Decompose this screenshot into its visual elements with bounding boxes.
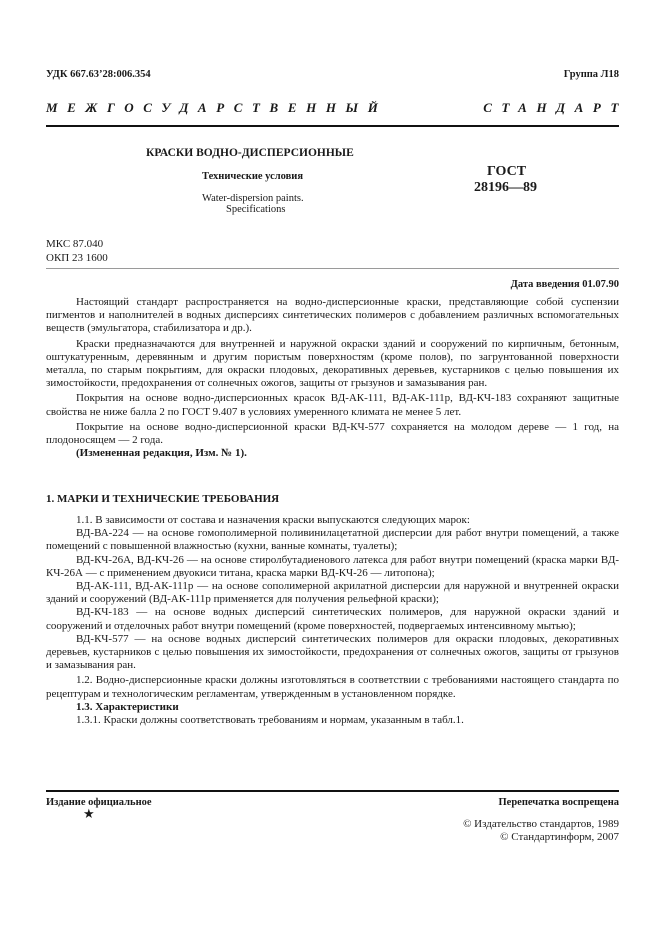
banner-rule [46,125,619,127]
footer-rule [46,790,619,792]
codes-rule [46,268,619,269]
udk-code: УДК 667.63’28:006.354 [46,69,151,80]
section-1-heading: 1. МАРКИ И ТЕХНИЧЕСКИЕ ТРЕБОВАНИЯ [46,493,280,505]
banner-left: МЕЖГОСУДАРСТВЕННЫЙ [46,100,388,115]
intro-date: Дата введения 01.07.90 [510,279,619,290]
gost-label: ГОСТ [487,164,527,179]
clause-1-3-1: 1.3.1. Краски должны соответствовать требованиям и нормам, указанным в табл.1. [76,714,464,727]
grade-vd-va-224: ВД-ВА-224 — на основе гомополимерной поливинилацетатной дисперсии для работ внутри помещений, а также помещений с повышенной влажностью (кухни, ванные комнаты, туалеты); [46,527,619,553]
copyright-2007: © Стандартинформ, 2007 [500,831,619,843]
document-subtitle: Технические условия [202,171,304,182]
gost-number: 28196—89 [474,180,537,195]
grade-vd-kch-183: ВД-КЧ-183 — на основе водных дисперсий синтетических полимеров, для наружной окраски зданий и сооружений и отделочных работ внутри помещений (кроме поверхностей, подвергаемых интенсивному мытью); [46,606,619,632]
clause-1-2: 1.2. Водно-дисперсионные краски должны изготовляться в соответствии с требованиями настоящего стандарта по рецептурам и технологическим регламентам, утвержденным в установленном порядке. [46,674,619,700]
document-title: КРАСКИ ВОДНО-ДИСПЕРСИОННЫЕ [146,147,354,159]
intro-paragraph-purpose: Краски предназначаются для внутренней и наружной окраски зданий и сооружений по кирпичным, бетонным, оштукатуренным, деревянным и другим пористым поверхностям (кроме полов), по загрунтованной поверхности металла, по старым покрытиям, для окраски плодовых, декоративных деревьев, кустарников с целью повышения их зимостойкости, предохранения от солнечных ожогов, защиты от грызунов и замазывания ран. [46,337,619,390]
english-title-line1: Water-dispersion paints. [202,193,304,204]
clause-1-1: 1.1. В зависимости от состава и назначения краски выпускаются следующих марок: [76,514,470,526]
mks-code: МКС 87.040 [46,238,104,250]
english-title-line2: Specifications [226,204,286,215]
official-edition: Издание официальное [46,797,152,808]
introduction [46,296,619,460]
intro-paragraph-kch577: Покрытие на основе водно-дисперсионной краски ВД-КЧ-577 сохраняется на молодом дереве — 1 год, на плодоносящем — 2 года. [46,420,619,447]
clause-1-3-heading: 1.3. Характеристики [76,700,179,713]
copyright-1989: © Издательство стандартов, 1989 [463,818,619,830]
banner-right: СТАНДАРТ [483,100,628,115]
amendment-note: (Измененная редакция, Изм. № 1). [76,447,247,460]
grade-vd-kch-26: ВД-КЧ-26А, ВД-КЧ-26 — на основе стиролбутадиенового латекса для работ внутри помещений (краска марки ВД-КЧ-26А — с применением двуокиси титана, краска марки ВД-КЧ-26 — литопона); [46,553,619,579]
star-icon: ★ [83,806,95,821]
grade-vd-ak-111: ВД-АК-111, ВД-АК-111р — на основе сополимерной акрилатной дисперсии для наружной и внутренней окраски зданий и сооружений (ВД-АК-111р применяется для получения рельефной краски); [46,580,619,606]
reprint-prohibited: Перепечатка воспрещена [498,797,619,808]
okp-code: ОКП 23 1600 [46,252,108,264]
section-1 [46,493,619,506]
intro-paragraph-scope: Настоящий стандарт распространяется на водно-дисперсионные краски, представляющие собой суспензии пигментов и наполнителей в водных дисперсиях синтетических полимеров с добавлением различных вспомогательных веществ (эмульгатора, стабилизатора и др.). [46,296,619,335]
section-1-body [46,514,619,727]
intro-paragraph-durability: Покрытия на основе водно-дисперсионных красок ВД-АК-111, ВД-АК-111р, ВД-КЧ-183 сохраняют защитные свойства не ниже балла 2 по ГОСТ 9.407 в условиях умеренного климата не менее 5 лет. [46,392,619,418]
grade-vd-kch-577: ВД-КЧ-577 — на основе водных дисперсий синтетических полимеров для окраски плодовых, декоративных деревьев, кустарников с целью повышения их зимостойкости, предохранения от солнечных ожогов, защиты от грызунов и замазывания ран. [46,632,619,672]
group-code: Группа Л18 [563,69,619,80]
